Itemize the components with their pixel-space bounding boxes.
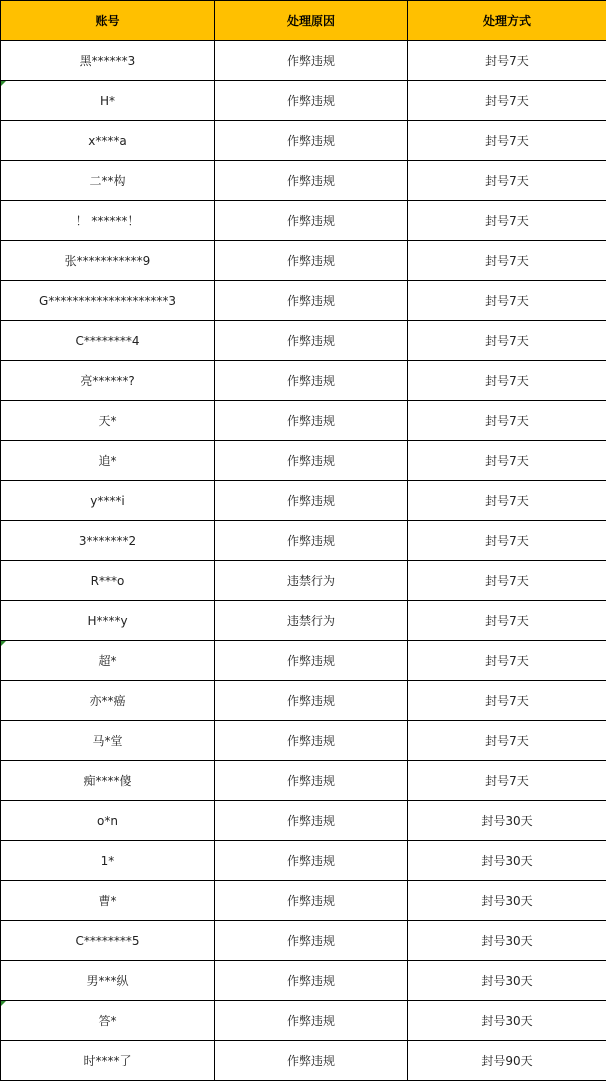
table-row [1,41,606,81]
reason-cell: 作弊违规 [215,1001,408,1041]
account-cell: 亦**癌 [1,681,215,721]
action-cell: 封号7天 [408,241,606,281]
table-row [1,361,606,401]
reason-cell: 作弊违规 [215,521,408,561]
reason-cell: 违禁行为 [215,561,408,601]
account-cell: G********************3 [1,281,215,321]
reason-cell: 作弊违规 [215,201,408,241]
action-cell: 封号30天 [408,1001,606,1041]
account-cell: H* [1,81,215,121]
action-cell: 封号7天 [408,281,606,321]
reason-cell: 作弊违规 [215,681,408,721]
reason-cell: 作弊违规 [215,641,408,681]
account-cell: y****i [1,481,215,521]
reason-cell: 作弊违规 [215,41,408,81]
table-row [1,761,606,801]
reason-cell: 作弊违规 [215,841,408,881]
account-cell: 亮******? [1,361,215,401]
reason-cell: 作弊违规 [215,921,408,961]
reason-cell: 作弊违规 [215,81,408,121]
action-cell: 封号7天 [408,401,606,441]
account-cell: H****y [1,601,215,641]
action-cell: 封号30天 [408,801,606,841]
table-row [1,601,606,641]
action-cell: 封号30天 [408,841,606,881]
action-cell: 封号30天 [408,961,606,1001]
action-cell: 封号7天 [408,481,606,521]
action-cell: 封号7天 [408,601,606,641]
action-cell: 封号90天 [408,1041,606,1081]
table-row [1,641,606,681]
reason-cell: 作弊违规 [215,801,408,841]
action-cell: 封号7天 [408,321,606,361]
action-cell: 封号7天 [408,441,606,481]
reason-cell: 作弊违规 [215,881,408,921]
action-cell: 封号7天 [408,521,606,561]
table-row [1,481,606,521]
table-row [1,921,606,961]
action-cell: 封号7天 [408,41,606,81]
reason-cell: 作弊违规 [215,1041,408,1081]
reason-cell: 作弊违规 [215,761,408,801]
account-cell: 时****了 [1,1041,215,1081]
cell-marker-icon [1,81,6,86]
table-row [1,961,606,1001]
action-cell: 封号7天 [408,161,606,201]
action-cell: 封号7天 [408,201,606,241]
account-cell: 痴****傻 [1,761,215,801]
table-row [1,281,606,321]
reason-cell: 作弊违规 [215,481,408,521]
table-row [1,801,606,841]
table-row [1,321,606,361]
account-cell: 答* [1,1001,215,1041]
reason-cell: 作弊违规 [215,281,408,321]
action-cell: 封号30天 [408,881,606,921]
action-cell: 封号7天 [408,641,606,681]
table-row [1,1001,606,1041]
table-row [1,681,606,721]
header-account: 账号 [1,1,215,41]
cell-marker-icon [1,1001,6,1006]
reason-cell: 作弊违规 [215,321,408,361]
table-row [1,721,606,761]
table-row [1,81,606,121]
reason-cell: 作弊违规 [215,161,408,201]
reason-cell: 违禁行为 [215,601,408,641]
header-row [1,1,606,41]
reason-cell: 作弊违规 [215,121,408,161]
table-row [1,881,606,921]
reason-cell: 作弊违规 [215,721,408,761]
account-cell: 马*堂 [1,721,215,761]
account-cell: 张***********9 [1,241,215,281]
table-row [1,561,606,601]
cell-marker-icon [1,641,6,646]
table-row [1,161,606,201]
action-cell: 封号7天 [408,81,606,121]
reason-cell: 作弊违规 [215,961,408,1001]
action-cell: 封号7天 [408,721,606,761]
account-cell: C********4 [1,321,215,361]
action-cell: 封号7天 [408,561,606,601]
reason-cell: 作弊违规 [215,401,408,441]
account-cell: 超* [1,641,215,681]
action-cell: 封号7天 [408,361,606,401]
account-cell: 追* [1,441,215,481]
action-cell: 封号7天 [408,681,606,721]
reason-cell: 作弊违规 [215,361,408,401]
account-cell: x****a [1,121,215,161]
header-action: 处理方式 [408,1,606,41]
account-cell: 男***纵 [1,961,215,1001]
table-row [1,1041,606,1081]
table-row [1,201,606,241]
reason-cell: 作弊违规 [215,241,408,281]
table-row [1,441,606,481]
account-cell: o*n [1,801,215,841]
account-cell: 天* [1,401,215,441]
header-reason: 处理原因 [215,1,408,41]
account-cell: 曹* [1,881,215,921]
action-cell: 封号30天 [408,921,606,961]
table-body [1,41,606,1081]
action-cell: 封号7天 [408,121,606,161]
account-cell: 3*******2 [1,521,215,561]
account-cell: R***o [1,561,215,601]
table-row [1,121,606,161]
action-cell: 封号7天 [408,761,606,801]
account-cell: C********5 [1,921,215,961]
account-cell: ！ ******！ [1,201,215,241]
account-cell: 二**构 [1,161,215,201]
table-row [1,241,606,281]
table-row [1,521,606,561]
table-row [1,401,606,441]
reason-cell: 作弊违规 [215,441,408,481]
account-cell: 1* [1,841,215,881]
table-row [1,841,606,881]
account-cell: 黑******3 [1,41,215,81]
